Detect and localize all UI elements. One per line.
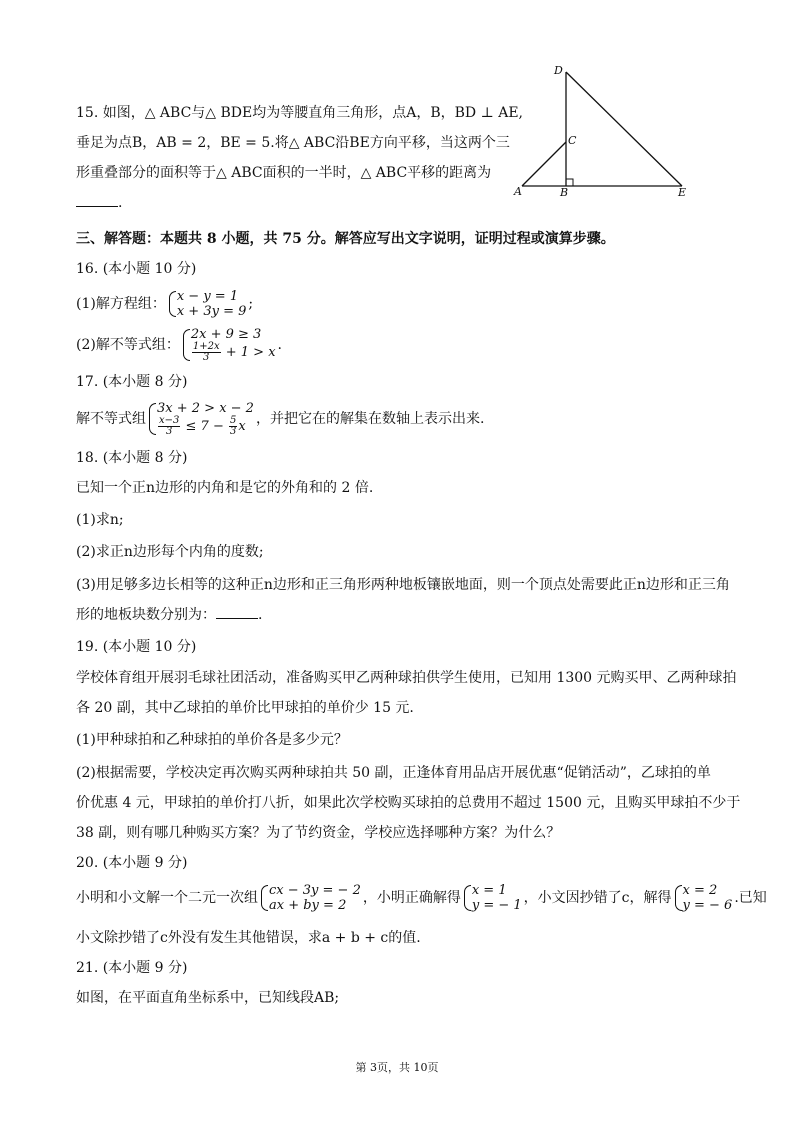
q15-line1: 15. 如图，△ ABC与△ BDE均为等腰直角三角形，点A，B，BD ⊥ AE, bbox=[76, 105, 524, 121]
q19-header: 19. (本小题 10 分) bbox=[76, 639, 197, 655]
page-footer: 第 3页，共 10页 bbox=[355, 1061, 439, 1074]
q19-part2-line2: 价优惠 4 元，甲球拍的单价打八折，如果此次学校购买球拍的总费用不超过 1500 元，且购买甲球拍不少于 bbox=[76, 795, 741, 811]
q20-header: 20. (本小题 9 分) bbox=[76, 855, 188, 871]
q15-line4: . bbox=[76, 193, 122, 213]
q16-header: 16. (本小题 10 分) bbox=[76, 261, 197, 277]
right-angle-mark bbox=[566, 179, 573, 186]
label-A: A bbox=[514, 185, 522, 198]
q16-part1: (1)解方程组： x − y = 1 x + 3y = 9 ; bbox=[76, 289, 254, 319]
q21-header: 21. (本小题 9 分) bbox=[76, 960, 188, 976]
q18-part3-line2: 形的地板块数分别为： . bbox=[76, 607, 263, 623]
q19-part2-line3: 38 副，则有哪几种购买方案？为了节约资金，学校应选择哪种方案？为什么？ bbox=[76, 825, 561, 841]
segment-DE bbox=[566, 72, 682, 186]
triangle-figure bbox=[510, 62, 700, 198]
answer-blank[interactable] bbox=[216, 606, 258, 619]
q19-part1: (1)甲种球拍和乙种球拍的单价各是多少元？ bbox=[76, 732, 348, 748]
q17-header: 17. (本小题 8 分) bbox=[76, 374, 188, 390]
answer-blank[interactable] bbox=[76, 194, 118, 207]
q21-stem: 如图，在平面直角坐标系中，已知线段AB; bbox=[76, 990, 340, 1006]
q19-stem-line1: 学校体育组开展羽毛球社团活动，准备购买甲乙两种球拍供学生使用，已知用 1300 元购买甲、乙两种球拍 bbox=[76, 670, 737, 686]
q15-line2: 垂足为点B，AB = 2，BE = 5.将△ ABC沿BE方向平移，当这两个三 bbox=[76, 135, 510, 151]
q15-line3: 形重叠部分的面积等于△ ABC面积的一半时，△ ABC平移的距离为 bbox=[76, 165, 492, 181]
label-E: E bbox=[678, 186, 687, 198]
q18-stem: 已知一个正n边形的内角和是它的外角和的 2 倍. bbox=[76, 480, 374, 496]
q18-part1: (1)求n; bbox=[76, 512, 124, 528]
q19-stem-line2: 各 20 副，其中乙球拍的单价比甲球拍的单价少 15 元. bbox=[76, 700, 414, 716]
section-heading: 三、解答题：本题共 8 小题，共 75 分。解答应写出文字说明，证明过程或演算步骤。 bbox=[76, 231, 615, 247]
q20-stem-line2: 小文除抄错了c外没有发生其他错误，求a + b + c的值. bbox=[76, 930, 421, 946]
label-D: D bbox=[554, 64, 563, 77]
q18-part2: (2)求正n边形每个内角的度数; bbox=[76, 544, 264, 560]
q18-part3-line1: (3)用足够多边长相等的这种正n边形和正三角形两种地板镶嵌地面，则一个顶点处需要此正n边形和正三角 bbox=[76, 577, 730, 593]
q19-part2-line1: (2)根据需要，学校决定再次购买两种球拍共 50 副，正逢体育用品店开展优惠“促销活动”，乙球拍的单 bbox=[76, 765, 711, 781]
label-C: C bbox=[568, 134, 577, 147]
label-B: B bbox=[560, 186, 569, 198]
q16-part2: (2)解不等式组： 2x + 9 ≥ 3 $\frac{1+2x}{3}$ + 1 > x . bbox=[76, 327, 282, 363]
q20-stem-line1: 小明和小文解一个二元一次组 cx − 3y = − 2 ax + by = 2 ，小明正确解得 x = 1 y = − 1 ，小文因抄错了c，解得 x = 2 y = − 6 .已知 bbox=[76, 883, 767, 913]
q17-stem: 解不等式组 3x + 2 > x − 2 $\frac{x-3}{3}$ ≤ 7 − $\frac{5}{3}$ x ，并把它在的解集在数轴上表示出来. bbox=[76, 401, 485, 437]
segment-AC bbox=[522, 142, 566, 186]
q18-header: 18. (本小题 8 分) bbox=[76, 450, 188, 466]
